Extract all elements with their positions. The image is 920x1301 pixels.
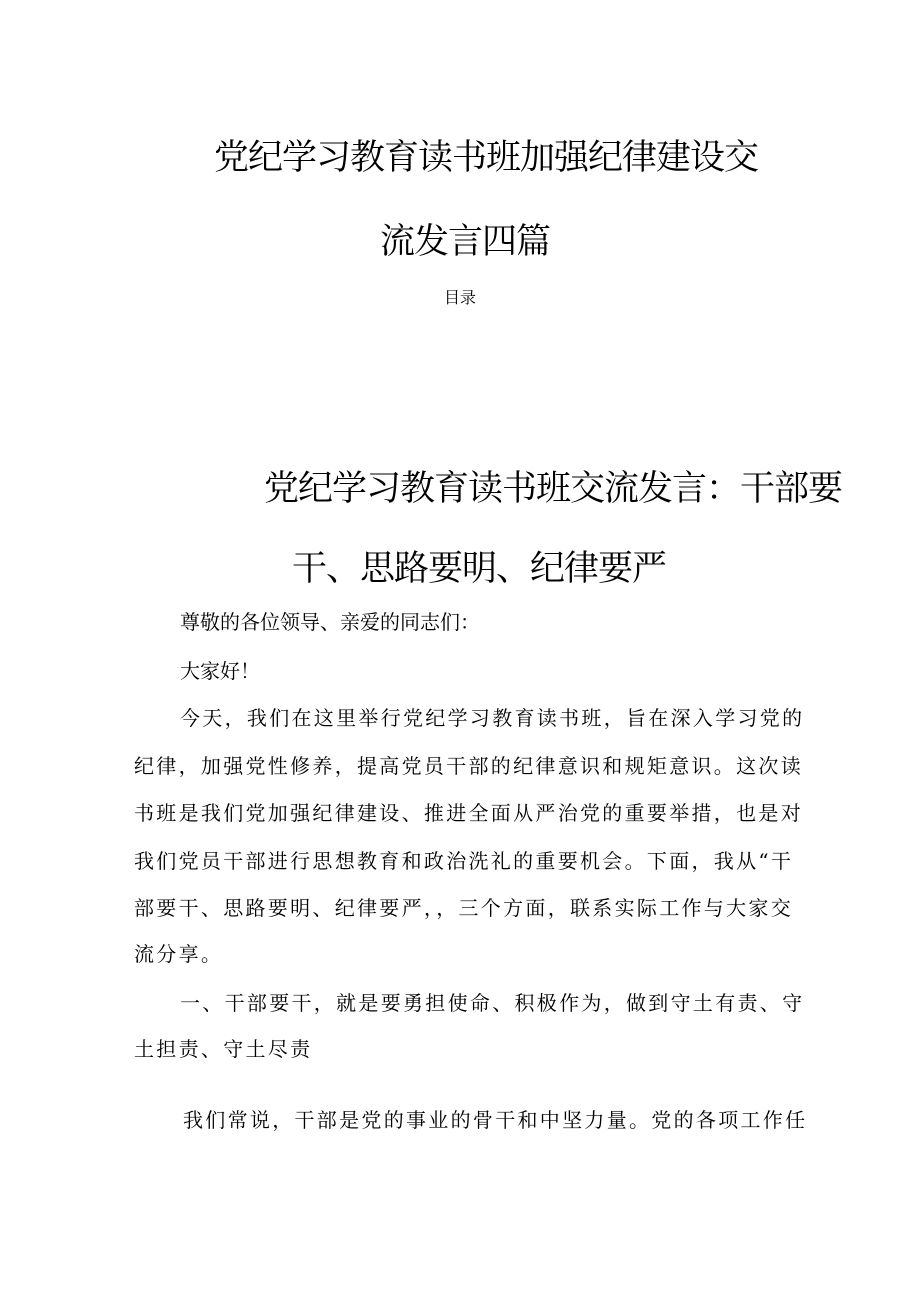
toc-label: 目录 [444, 288, 477, 307]
paragraph-1-line-2: 纪律，加强党性修养，提高党员干部的纪律意识和规矩意识。这次读 [134, 754, 803, 778]
main-title-line-1: 党纪学习教育读书班加强纪律建设交 [214, 138, 759, 178]
paragraph-1-line-6: 流分享。 [134, 942, 224, 966]
main-title-line-2: 流发言四篇 [380, 222, 551, 262]
paragraph-1-line-1: 今天，我们在这里举行党纪学习教育读书班，旨在深入学习党的 [180, 706, 805, 730]
section-1-heading-line-1: 一、干部要干，就是要勇担使命、积极作为，做到守土有责、守 [180, 991, 805, 1015]
paragraph-1-line-4: 我们党员干部进行思想教育和政治洗礼的重要机会。下面，我从“干 [134, 849, 794, 873]
section-1-heading-line-2: 土担责、守土尽责 [134, 1037, 313, 1061]
article-title-line-1: 党纪学习教育读书班交流发言：干部要 [264, 469, 843, 509]
article-title-line-2: 干、思路要明、纪律要严 [292, 549, 667, 589]
paragraph-2-line-1: 我们常说，干部是党的事业的骨干和中坚力量。党的各项工作任 [183, 1108, 808, 1132]
greeting: 大家好！ [180, 659, 260, 683]
paragraph-1-line-3: 书班是我们党加强纪律建设、推进全面从严治党的重要举措，也是对 [134, 801, 803, 825]
paragraph-1-line-5: 部要干、思路要明、纪律要严，，三个方面，联系实际工作与大家交 [134, 896, 793, 920]
salutation: 尊敬的各位领导、亲爱的同志们： [180, 610, 480, 634]
